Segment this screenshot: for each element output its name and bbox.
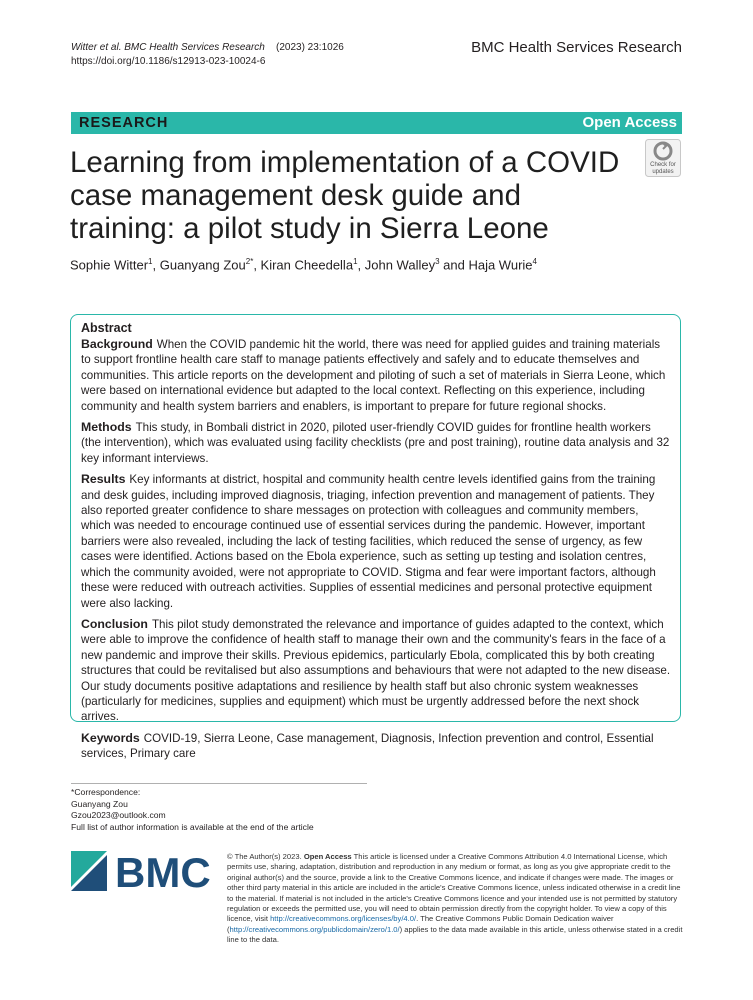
author[interactable]: Sophie Witter <box>70 257 149 273</box>
correspondence-email[interactable]: Gzou2023@outlook.com <box>71 810 166 820</box>
header-year-volume: (2023) 23:1026 <box>276 42 344 53</box>
abstract-box <box>70 314 681 761</box>
author-affiliation: 1 <box>353 257 358 266</box>
journal-name: BMC Health Services Research <box>471 39 682 56</box>
bmc-logo <box>71 851 211 891</box>
badge-line2: updates <box>652 169 674 175</box>
author-affiliation: 1 <box>148 257 153 266</box>
section-bar <box>71 112 682 134</box>
abstract-label: Background <box>81 337 153 351</box>
cc-by-link[interactable]: http://creativecommons.org/licenses/by/4.0/ <box>270 914 417 924</box>
abstract-label: Conclusion <box>81 616 148 631</box>
author-list: Sophie Witter$^1$, Guanyang Zou$^{2*}$, Kiran Cheedella$^1$, John Walley$^3$ and Haja Wurie$^4$ <box>70 257 537 273</box>
author-affiliation: 2* <box>245 257 254 266</box>
bmc-logo-text: BMC <box>115 851 211 891</box>
badge-line1: Check for <box>650 162 676 168</box>
license-open-access: Open Access <box>303 852 352 861</box>
section-label: RESEARCH <box>79 115 169 131</box>
correspondence-name: Guanyang Zou <box>71 798 128 809</box>
header-doi[interactable]: https://doi.org/10.1186/s12913-023-10024-6 <box>71 56 266 67</box>
cc0-link[interactable]: http://creativecommons.org/publicdomain/zero/1.0/ <box>229 924 400 934</box>
header-citation: Witter et al. BMC Health Services Research <box>71 42 265 53</box>
bmc-logo-icon <box>71 851 211 891</box>
abstract-label: Results <box>81 472 126 487</box>
author[interactable]: John Walley <box>364 257 436 273</box>
check-for-updates-badge[interactable] <box>645 139 681 177</box>
check-updates-icon <box>645 139 681 177</box>
author[interactable]: Haja Wurie <box>468 257 533 273</box>
article-title: Learning from implementation of a COVID case management desk guide and training: a pilot study in Sierra Leone <box>70 146 620 245</box>
abstract-label: Keywords <box>81 730 140 745</box>
author-info-note: Full list of author information is available at the end of the article <box>71 821 314 832</box>
correspondence-label: *Correspondence: <box>71 787 141 797</box>
abstract-keywords: Keywords COVID-19, Sierra Leone, Case management, Diagnosis, Infection prevention and control, Essential services, Primary care <box>81 730 654 761</box>
correspondence-block <box>71 787 314 833</box>
abstract-methods: Methods This study, in Bombali district in 2020, piloted user-friendly COVID guides for frontline health workers (the intervention), which was evaluated using facility checklists (pre and post training), routine data analysis and 32 key informant interviews. <box>81 420 670 465</box>
abstract-conclusion: Conclusion This pilot study demonstrated the relevance and importance of guides adapted to the context, which were able to improve the confidence of health staff to manage their own and the community's fears in the face of a new pandemic and improve their skills. Previous epidemics, particularly Ebola, complicated this by both creating structures that could be revitalised but also assumptions and behaviours that were not adapted to the new disease. Our study documents positive adaptations and resilience by health staff but also chronic system weaknesses (particularly for medicines, supplies and equipment) which must be urgently addressed before the next shock arrives. <box>81 616 671 724</box>
author-affiliation: 4 <box>532 257 537 266</box>
abstract-heading: Abstract <box>81 321 132 335</box>
abstract-results: Results Key informants at district, hospital and community health centre levels identified gains from the training and desk guides, including improved diagnosis, triaging, infection prevention and management of patients. They also reported greater confidence to share messages on protection with colleagues and community members, which was needed to encourage continued use of essential services during the pandemic. However, important barriers were also revealed, including the lack of testing facilities, which reduced the sense of urgency, as few cases were identified. Actions based on the Ebola experience, such as setting up testing and isolation centres, which the community avoided, were not appropriate to COVID. Stigma and fear were important factors, although these were reduced with outreach activities. Supplies of essential medicines and personal protective equipment were also lacking. <box>81 472 656 610</box>
footnote-divider <box>71 783 367 784</box>
license-text: © The Author(s) 2023. Open Access This article is licensed under a Creative Commons Attribution 4.0 International License, which permits use, sharing, adaptation, distribution and reproduction in any medium or format, as long as you give appropriate credit to the original author(s) and the source, provide a link to the Creative Commons licence, and indicate if changes were made. The images or other third party material in this article are included in the article's Creative Commons licence, unless indicated otherwise in a credit line to the material. If material is not included in the article's Creative Commons licence and your intended use is not permitted by statutory regulation or exceeds the permitted use, you will need to obtain permission directly from the copyright holder. To view a copy of this licence, visit http://creativecommons.org/licenses/by/4.0/. The Creative Commons Public Domain Dedication waiver (http://creativecommons.org/publicdomain/zero/1.0/) applies to the data made available in this article, unless otherwise stated in a credit line to the data. <box>227 852 683 945</box>
abstract-label: Methods <box>81 420 132 435</box>
author-affiliation: 3 <box>435 257 440 266</box>
open-access-label: Open Access <box>582 114 677 131</box>
author[interactable]: Kiran Cheedella <box>260 257 354 273</box>
running-header <box>71 41 344 69</box>
author[interactable]: Guanyang Zou <box>159 257 246 273</box>
abstract-background: Background When the COVID pandemic hit the world, there was need for applied guides and training materials to support frontline health care staff to manage patients effectively and safely and to educate themselves and communities. This article reports on the development and piloting of such a set of materials in Sierra Leone, which were based on international evidence but adapted to the local context. Reflecting on this experience, including community and health system barriers and enablers, is important to prepare for future regional shocks. <box>81 337 666 413</box>
